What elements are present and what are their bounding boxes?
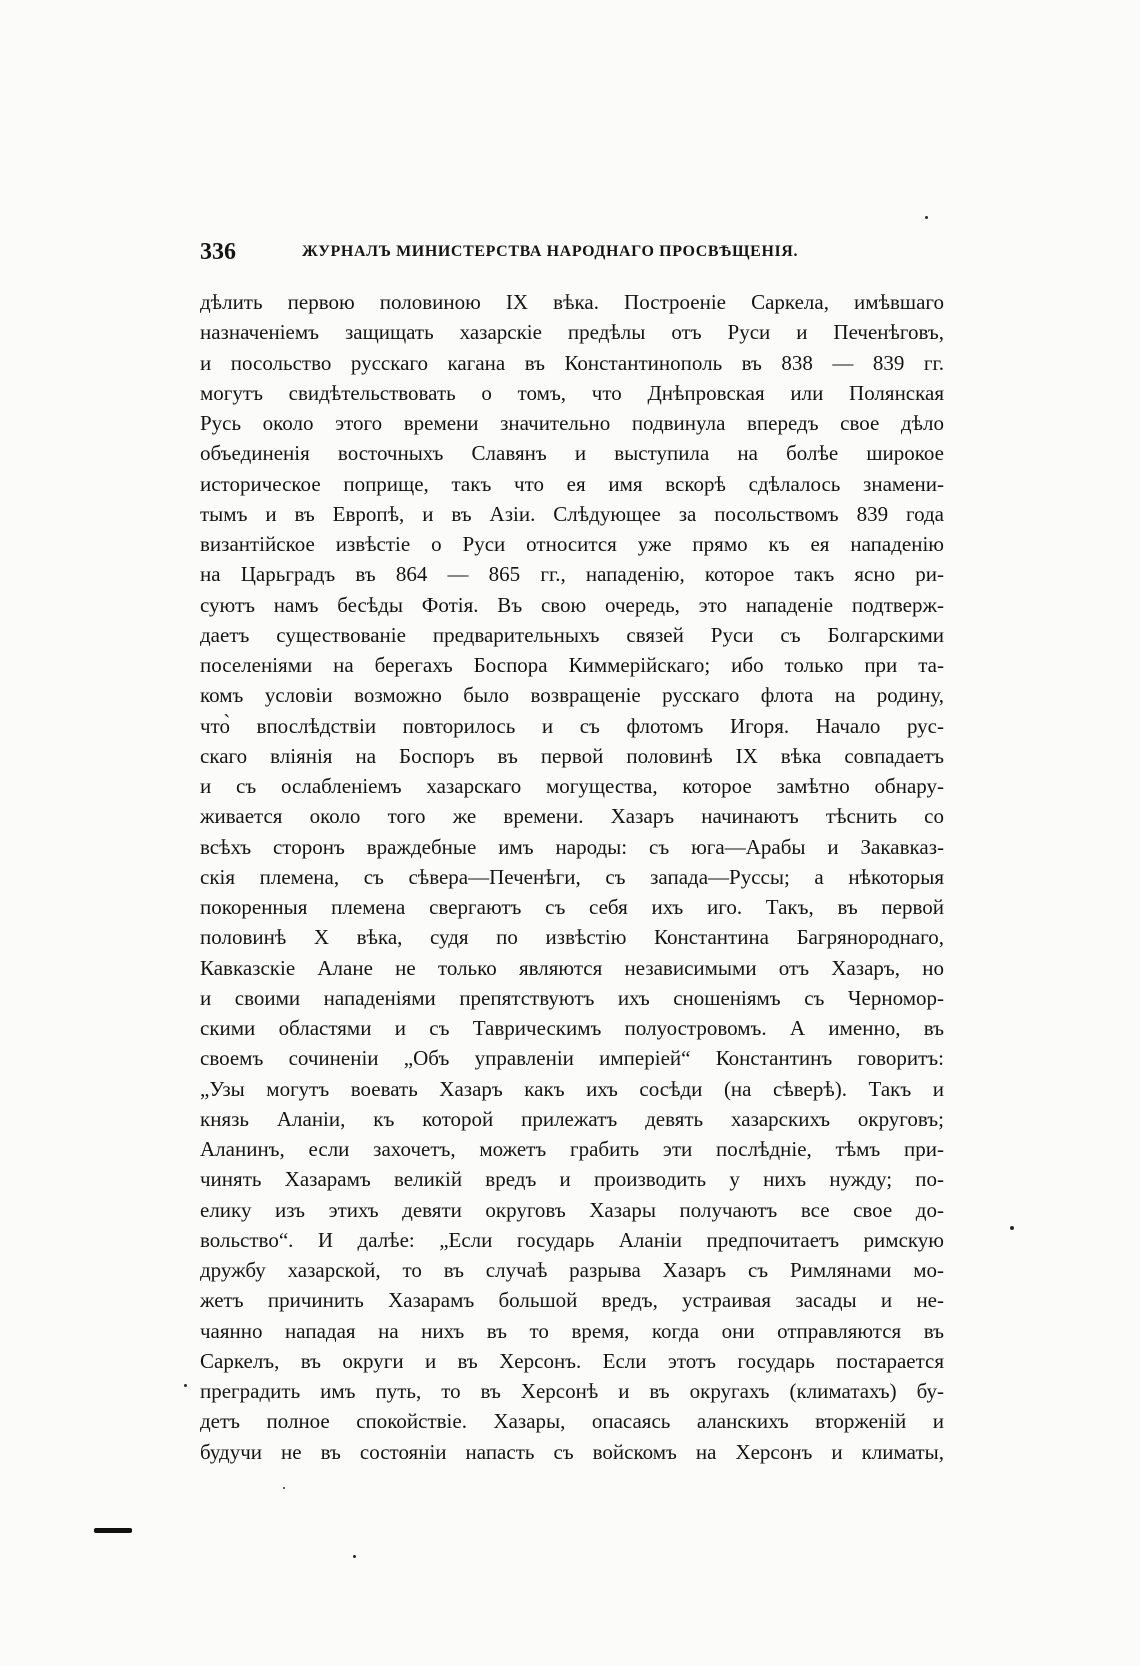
text-line: Кавказскіе Алане не только являются независимыми отъ Хазаръ, но: [200, 955, 944, 980]
text-line: комъ условіи возможно было возвращеніе русскаго флота на родину,: [200, 683, 944, 708]
scan-speck: [1010, 1226, 1014, 1230]
scan-speck: [184, 1384, 187, 1387]
text-line: скими областями и съ Таврическимъ полуостровомъ. А именно, въ: [200, 1016, 944, 1040]
text-line: Аланинъ, если захочетъ, можетъ грабить эти послѣдніе, тѣмъ при-: [200, 1137, 944, 1161]
text-line: преградить имъ путь, то въ Херсонѣ и въ округахъ (климатахъ) бу-: [200, 1379, 944, 1403]
text-line: Саркелъ, въ округи и въ Херсонъ. Если этотъ государь постарается: [200, 1348, 944, 1373]
text-line: поселеніями на берегахъ Боспора Киммерійскаго; ибо только при та-: [200, 653, 944, 677]
text-line: объединенія восточныхъ Славянъ и выступила на болѣе широкое: [200, 441, 944, 466]
text-line: покоренныя племена свергаютъ съ себя ихъ иго. Такъ, въ первой: [200, 895, 944, 919]
text-line: своемъ сочиненіи „Объ управленіи имперіей“ Константинъ говоритъ:: [200, 1046, 944, 1071]
text-line: тымъ и въ Европѣ, и въ Азіи. Слѣдующее за посольствомъ 839 года: [200, 501, 944, 526]
text-line: и посольство русскаго кагана въ Константинополь въ 838 — 839 гг.: [200, 350, 944, 375]
text-line: жетъ причинить Хазарамъ большой вредъ, устраивая засады и не-: [200, 1288, 944, 1313]
text-line: дружбу хазарской, то въ случаѣ разрыва Хазаръ съ Римлянами мо-: [200, 1258, 944, 1282]
text-line: дѣлить первою половиною IX вѣка. Построеніе Саркела, имѣвшаго: [200, 290, 944, 314]
text-line: могутъ свидѣтельствовать о томъ, что Днѣпровская или Полянская: [200, 380, 944, 405]
text-line: и съ ослабленіемъ хазарскаго могущества, которое замѣтно обнару-: [200, 774, 944, 798]
text-line: историческое поприще, такъ что ея имя вскорѣ сдѣлалось знамени-: [200, 471, 944, 496]
text-line: суютъ намъ бесѣды Фотія. Въ свою очередь, это нападеніе подтверж-: [200, 592, 944, 617]
text-line: чаянно нападая на нихъ въ то время, когда они отправляются въ: [200, 1318, 944, 1343]
page-number: 336: [200, 239, 236, 265]
running-title: ЖУРНАЛЪ МИНИСТЕРСТВА НАРОДНАГО ПРОСВѢЩЕНІЯ.: [302, 243, 799, 260]
text-line: назначеніемъ защищать хазарскіе предѣлы отъ Руси и Печенѣговъ,: [200, 320, 944, 345]
text-line: вольство“. И далѣе: „Если государь Аланіи предпочитаетъ римскую: [200, 1227, 944, 1252]
text-line: Русь около этого времени значительно подвинула впередъ свое дѣло: [200, 411, 944, 435]
text-line: половинѣ X вѣка, судя по извѣстію Константина Багрянороднаго,: [200, 925, 944, 950]
text-line: всѣхъ сторонъ враждебные имъ народы: съ юга—Арабы и Закавказ-: [200, 834, 944, 859]
text-line: что̀ впослѣдствіи повторилось и съ флотомъ Игоря. Начало рус-: [200, 713, 944, 738]
scan-speck: [283, 1487, 285, 1489]
text-line: даетъ существованіе предварительныхъ связей Руси съ Болгарскими: [200, 622, 944, 647]
text-line: и своими нападеніями препятствуютъ ихъ сношеніямъ съ Черномор-: [200, 985, 944, 1010]
text-line: живается около того же времени. Хазаръ начинаютъ тѣснить со: [200, 804, 944, 829]
page-header: [200, 236, 930, 268]
text-line: елику изъ этихъ девяти округовъ Хазары получаютъ все свое до-: [200, 1197, 944, 1222]
ink-dash-mark: [94, 1528, 132, 1533]
body-text: [200, 287, 944, 1467]
text-line: скія племена, съ сѣвера—Печенѣги, съ запада—Руссы; а нѣкоторыя: [200, 864, 944, 889]
text-line: будучи не въ состояніи напасть съ войскомъ на Херсонъ и климаты,: [200, 1439, 944, 1464]
text-line: византійское извѣстіе о Руси относится уже прямо къ ея нападенію: [200, 532, 944, 556]
text-line: чинять Хазарамъ великій вредъ и производить у нихъ нужду; по-: [200, 1167, 944, 1192]
text-line: на Царьградъ въ 864 — 865 гг., нападенію, которое такъ ясно ри-: [200, 562, 944, 587]
text-line: князь Аланіи, къ которой прилежатъ девять хазарскихъ округовъ;: [200, 1106, 944, 1131]
scan-speck: [353, 1555, 356, 1558]
text-line: „Узы могутъ воевать Хазаръ какъ ихъ сосѣди (на сѣверѣ). Такъ и: [200, 1076, 944, 1101]
scan-speck: [925, 216, 928, 219]
text-line: скаго вліянія на Боспоръ въ первой половинѣ IX вѣка совпадаетъ: [200, 743, 944, 768]
text-line: детъ полное спокойствіе. Хазары, опасаясь аланскихъ вторженій и: [200, 1409, 944, 1434]
